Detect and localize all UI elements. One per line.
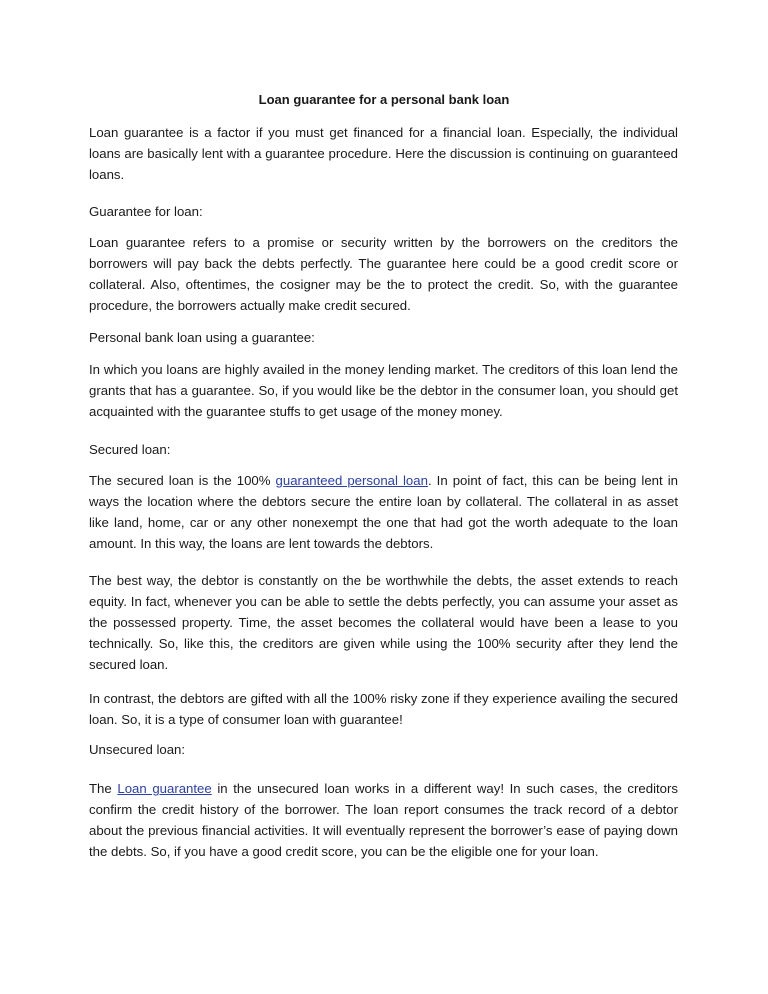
guaranteed-personal-loan-link[interactable]: guaranteed personal loan [275,473,428,488]
guarantee-paragraph: Loan guarantee refers to a promise or security written by the borrowers on the creditors the borrowers will pay back the debts perfectly. The guarantee here could be a good credit score or collateral. Also, oftentimes, the cosigner may be the to protect the credit. So, with the guarantee procedure, the borrowers actually make credit secured. [89,235,678,313]
heading-personal-bank-loan: Personal bank loan using a guarantee: [89,330,315,345]
intro-paragraph: Loan guarantee is a factor if you must get financed for a financial loan. Especially, the individual loans are basically lent with a guarantee procedure. Here the discussion is continuing on guaranteed loans. [89,125,678,182]
text: The secured loan is the 100% [89,473,276,488]
heading-guarantee-for-loan: Guarantee for loan: [89,204,203,219]
secured-loan-paragraph [89,470,678,554]
heading-unsecured-loan: Unsecured loan: [89,742,186,757]
loan-guarantee-link[interactable]: Loan guarantee [117,781,212,796]
text: . In point of fact, this can be being lent in ways the location where the debtors secure the entire loan by collateral. The collateral in as asset like land, home, car or any other nonexempt the one that had got the worth adequate to the loan amount. In this way, the loans are lent towards the debtors. [89,473,679,551]
personal-loan-paragraph: In which you loans are highly availed in the money lending market. The creditors of this loan lend the grants that has a guarantee. So, if you would like be the debtor in the consumer loan, you should get acquainted with the guarantee stuffs to get usage of the money money. [89,362,678,419]
best-way-paragraph: The best way, the debtor is constantly on the be worthwhile the debts, the asset extends to reach equity. In fact, whenever you can be able to settle the debts perfectly, you can assume your asset as the possessed property. Time, the asset becomes the collateral would have been a lease to you technically. So, like this, the creditors are given while using the 100% security after they lend the secured loan. [89,573,678,672]
heading-secured-loan: Secured loan: [89,442,171,457]
text: in the unsecured loan works in a different way! In such cases, the creditors confirm the credit history of the borrower. The loan report consumes the track record of a debtor about the previous financial activities. It will eventually represent the borrower’s ease of paying down the debts. So, if you have a good credit score, you can be the eligible one for your loan. [89,781,678,859]
contrast-paragraph: In contrast, the debtors are gifted with all the 100% risky zone if they experience availing the secured loan. So, it is a type of consumer loan with guarantee! [89,691,678,727]
unsecured-loan-paragraph [89,778,678,862]
document-title: Loan guarantee for a personal bank loan [258,92,510,107]
text: The [89,781,118,796]
